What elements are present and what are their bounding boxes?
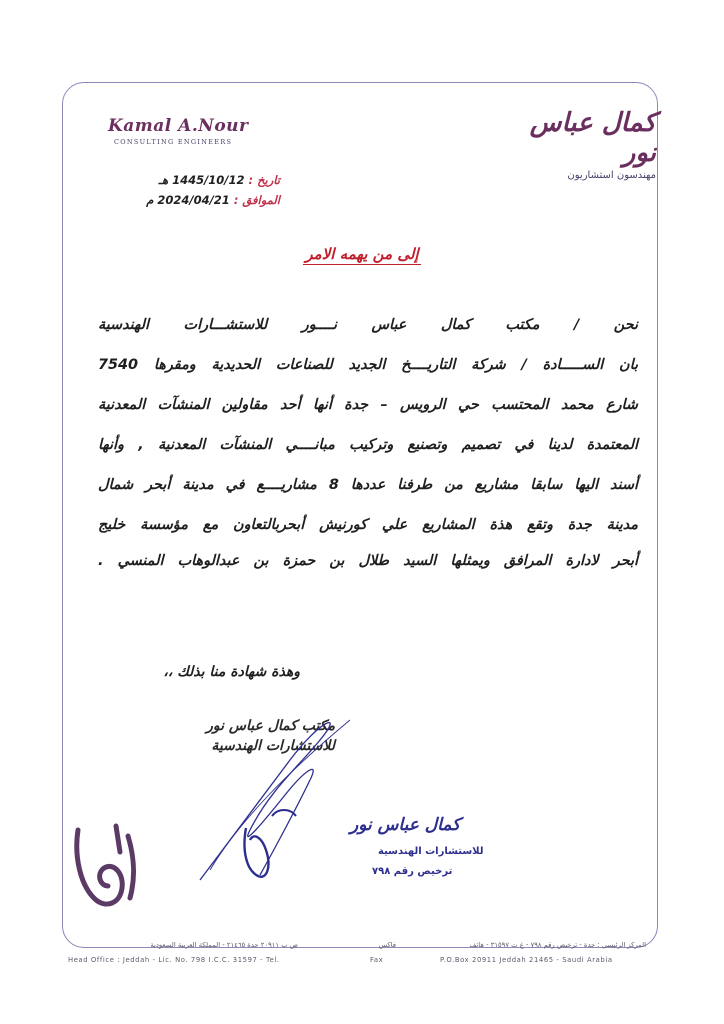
footer-en-head-office: Head Office : Jeddah - Lic. No. 798 I.C.C. 31597 - Tel. (68, 956, 280, 964)
company-stamp (232, 798, 484, 893)
body-line: أسند اليها سابقا مشاريع من طرفنا عددها 8 مشاريــــع في مدينة أبحر شمال (98, 477, 639, 493)
decorative-logo-watermark (70, 816, 140, 912)
footer-en-address: P.O.Box 20911 Jeddah 21465 - Saudi Arabia (440, 956, 613, 964)
body-line: شارع محمد المحتسب حي الرويس – جدة أنها أحد مقاولين المنشآت المعدنية (98, 397, 638, 413)
company-subtitle-ar: مهندسون استشاريون (567, 170, 656, 181)
body-line: بان الســـــادة / شركة التاريــــخ الجديد للصناعات الحديدية ومقرها 7540 (98, 357, 638, 373)
gregorian-label: الموافق : (233, 193, 280, 207)
footer-en-fax: Fax (370, 956, 384, 964)
stamp-line-2: ترخيص رقم ٧٩٨ (372, 866, 453, 877)
footer-ar-fax: فاكس (378, 941, 396, 949)
body-line: المعتمدة لدينا في تصميم وتصنيع وتركيب مبانــــي المنشآت المعدنية , وأنها (98, 437, 638, 453)
date-block (130, 170, 280, 210)
hijri-value: 1445/10/12 هـ (158, 173, 245, 187)
signature-line-1: مكتب كمال عباس نور (206, 718, 335, 734)
hijri-label: تاريخ : (248, 173, 280, 187)
logo-english (108, 116, 258, 146)
company-name-en: Kamal A.Nour (108, 116, 249, 136)
company-subtitle-en: CONSULTING ENGINEERS (114, 138, 233, 146)
body-line: مدينة جدة وتقع هذة المشاريع علي كورنيش أبحربالتعاون مع مؤسسة خليج (98, 517, 638, 533)
stamp-name: كمال عباس نور (350, 815, 461, 835)
body-line: نحن / مكتب كمال عباس نــــور للاستشـــارات الهندسية (98, 317, 638, 333)
closing-line: وهذة شهادة منا بذلك ،، (163, 664, 300, 680)
body-line: أبحر لادارة المرافق ويمثلها السيد طلال بن حمزة بن عبدالوهاب المنسي . (98, 553, 638, 569)
company-name-ar: كمال عباس نور (529, 108, 656, 168)
hijri-date-row (130, 170, 280, 190)
gregorian-value: 2024/04/21 م (146, 193, 230, 207)
letter-body (98, 305, 638, 578)
subject-heading (0, 244, 724, 265)
signature-line-2: للاستشارات الهندسية (211, 738, 335, 754)
stamp-line-1: للاستشارات الهندسية (378, 846, 484, 857)
logo-arabic (496, 108, 656, 181)
footer-ar-head-office: المركز الرئيسي : جدة - ترخيص رقم ٧٩٨ - غ ت ٣١٥٩٧ - هاتف (469, 941, 646, 949)
subject-text: إلى من يهمه الامر (305, 245, 419, 263)
gregorian-date-row (130, 190, 280, 210)
footer-ar-address: ص ب ٢٠٩١١ جدة ٢١٤٦٥ - المملكة العربية السعودية (150, 941, 298, 949)
